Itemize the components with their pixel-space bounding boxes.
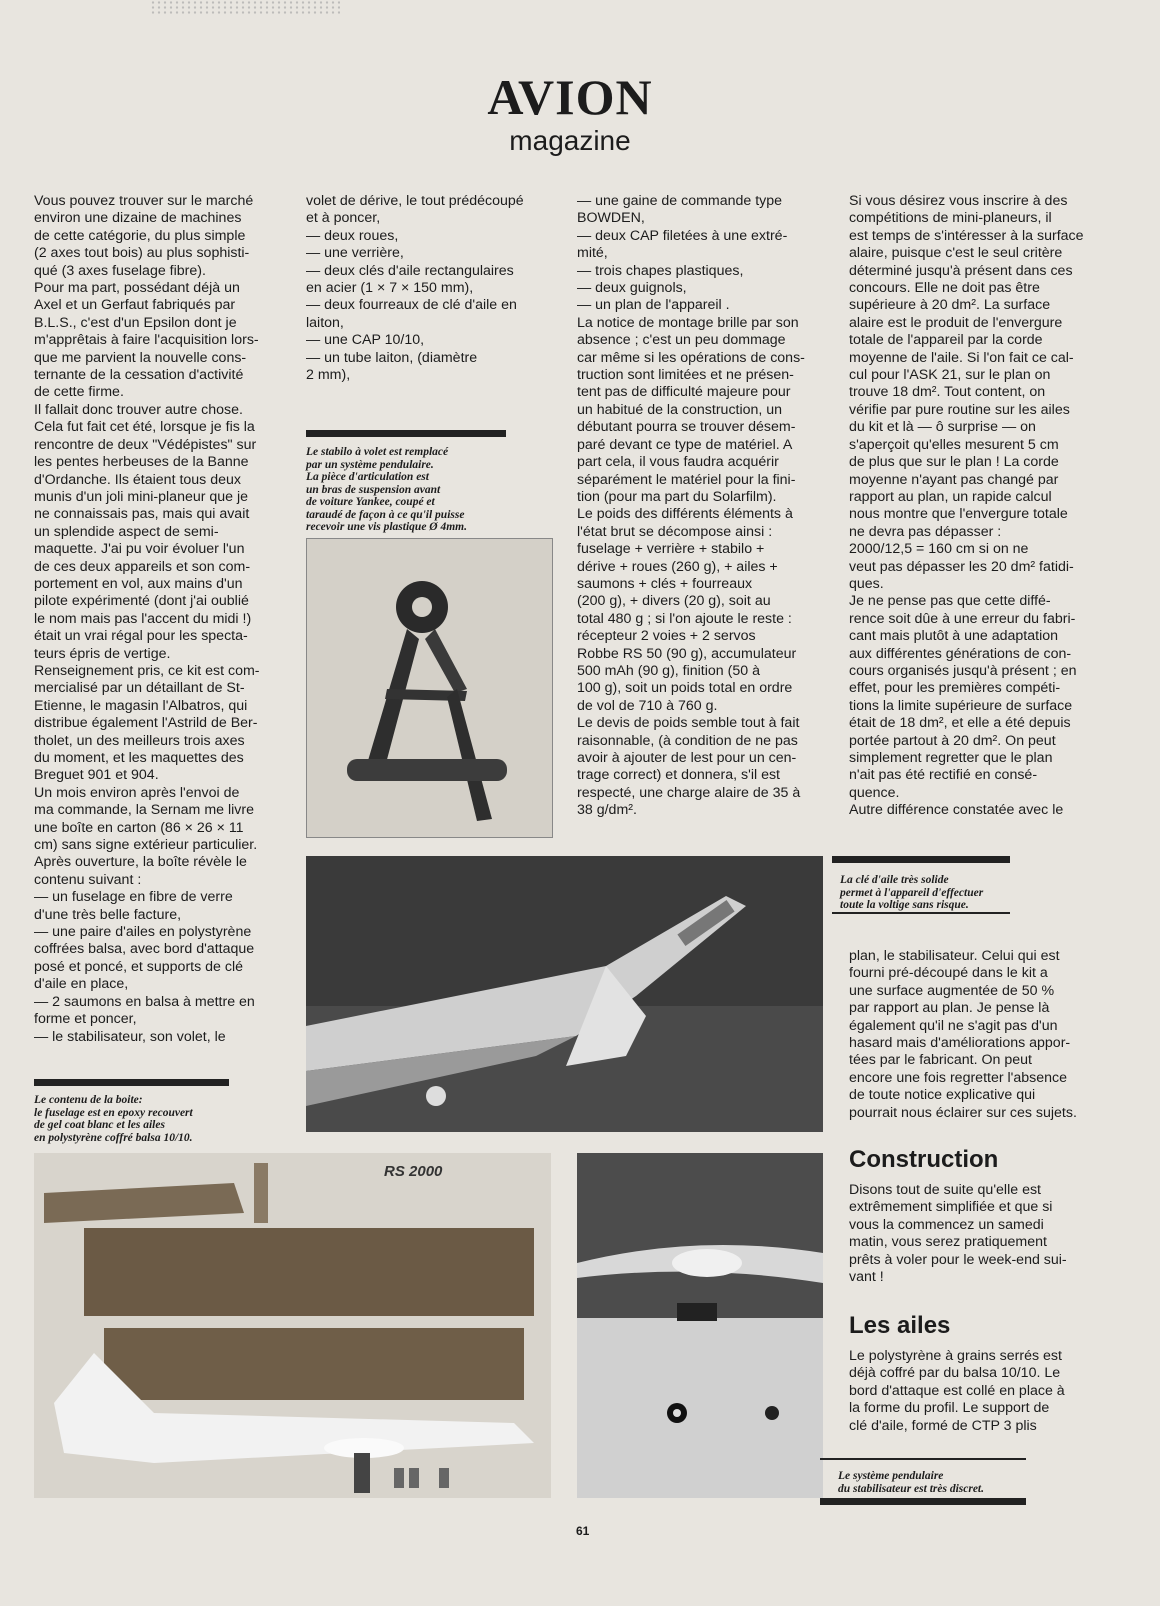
photo-suspension-arm xyxy=(306,538,553,838)
caption-pendulum: Le système pendulaire du stabilisateur est très discret. xyxy=(838,1470,984,1495)
caption-rule-3 xyxy=(34,1079,229,1086)
heading-les-ailes: Les ailes xyxy=(849,1312,951,1339)
box-label: RS 2000 xyxy=(384,1163,443,1180)
photo-pendulum xyxy=(577,1153,823,1498)
construction-text: Disons tout de suite qu'elle est extrêmement simplifiée et que si vous la commencez un samedi matin, vous serez pratiquement prêts à voler pour le week-end sui- vant ! xyxy=(849,1182,1067,1286)
caption-underline xyxy=(832,912,1010,914)
masthead xyxy=(470,70,670,156)
top-edge-dots xyxy=(150,0,340,14)
caption-rule-2 xyxy=(832,856,1010,863)
photo-wing-key xyxy=(306,856,823,1132)
suspension-arm-illustration xyxy=(307,539,552,837)
column-4b-text: plan, le stabilisateur. Celui qui est fourni pré-découpé dans le kit a une surface augmentée de 50 % par rapport au plan. Je pense là également qu'il ne s'agit pas d'un hasard mais d'améliorations appor- tées par le fabricant. On peut encore une fois regretter l'absence de toute notice explicative qui pourrait nous éclairer sur ces sujets. xyxy=(849,948,1077,1121)
column-1-text: Vous pouvez trouver sur le marché environ une dizaine de machines de cette catégorie, du plus simple (2 axes tout bois) au plus sophisti- qué (3 axes fuselage fibre). Pour ma part, possédant déjà un Axel et un Gerfaut fabriqués par B.L.S., c'est d'un Epsilon dont je m'apprêtais à faire l'acquisition lors- que me parvient la nouvelle cons- ternante de la cessation d'activité de cette firme. Il fallait donc trouver autre chose. Cela fut fait cet été, lorsque je fis la rencontre de deux "Védépistes" sur les pentes herbeuses de la Banne d'Ordanche. Ils étaient tous deux munis d'un joli mini-planeur que je ne connaissais pas, mais qui avait un splendide aspect de semi- maquette. J'ai pu voir évoluer l'un de ces deux appareils et son com- portement en vol, aux mains d'un pilote expérimenté (dont j'ai oublié le nom mais pas l'accent du midi !) était un vrai régal pour les specta- teurs épris de vertige. Renseignement pris, ce kit est com- mercialisé par un détaillant de St- Etienne, le magasin l'Albatros, qui distribue également l'Astrild de Ber- tholet, un des meilleurs trois axes du moment, et les maquettes des Breguet 901 et 904. Un mois environ après l'envoi de ma commande, la Sernam me livre une boîte en carton (86 × 26 × 11 cm) sans signe extérieur particulier. Après ouverture, la boîte révèle le contenu suivant : — un fuselage en fibre de verre d'une très belle facture, — une paire d'ailes en polystyrène coffrées balsa, avec bord d'attaque posé et poncé, et supports de clé d'aile en place, — 2 saumons en balsa à mettre en forme et poncer, — le stabilisateur, son volet, le xyxy=(34,193,260,1045)
caption-rule xyxy=(306,430,506,437)
page-number: 61 xyxy=(576,1524,590,1538)
column-2-text: volet de dérive, le tout prédécoupé et à poncer, — deux roues, — une verrière, — deux clés d'aile rectangulaires en acier (1 × 7 × 150 mm), — deux fourreaux de clé d'aile en laiton, — une CAP 10/10, — un tube laiton, (diamètre 2 mm), xyxy=(306,193,524,384)
pendulum-illustration xyxy=(577,1153,823,1498)
box-contents-illustration xyxy=(34,1153,551,1498)
masthead-title: AVION xyxy=(487,69,653,125)
caption-stabilo: Le stabilo à volet est remplacé par un système pendulaire. La pièce d'articulation est un bras de suspension avant de voiture Yankee, coupé et taraudé de façon à ce qu'il puisse recevoir une vis plastique Ø 4mm. xyxy=(306,446,467,533)
les-ailes-text: Le polystyrène à grains serrés est déjà coffré par du balsa 10/10. Le bord d'attaque est collé en place à la forme du profil. Le support de clé d'aile, formé de CTP 3 plis xyxy=(849,1348,1065,1434)
caption-rule-5 xyxy=(820,1498,1026,1505)
masthead-subtitle: magazine xyxy=(509,125,631,156)
column-3-text: — une gaine de commande type BOWDEN, — deux CAP filetées à une extré- mité, — trois chapes plastiques, — deux guignols, — un plan de l'appareil . La notice de montage brille par son absence ; c'est un peu dommage car même si les opérations de cons- truction sont limitées et ne présen- tent pas de difficulté majeure pour un habitué de la construction, un débutant pourra se trouver désem- paré devant ce type de matériel. A part cela, il vous faudra acquérir séparément le matériel pour la fini- tion (pour ma part du Solarfilm). Le poids des différents éléments à l'état brut se décompose ainsi : fuselage + verrière + stabilo + dérive + roues (260 g), + ailes + saumons + clés + fourreaux (200 g), + divers (20 g), soit au total 480 g ; si l'on ajoute le reste : récepteur 2 voies + 2 servos Robbe RS 50 (90 g), accumulateur 500 mAh (90 g), finition (50 à 100 g), soit un poids total en ordre de vol de 710 à 760 g. Le devis de poids semble tout à fait raisonnable, (à condition de ne pas avoir à ajouter de lest pour un cen- trage correct) et donnera, s'il est respecté, une charge alaire de 35 à 38 g/dm². xyxy=(577,193,805,819)
wing-key-illustration xyxy=(306,856,823,1132)
column-4-text: Si vous désirez vous inscrire à des compétitions de mini-planeurs, il est temps de s'intéresser à la surface alaire, puisque c'est le seul critère déterminé jusqu'à présent dans ces concours. Elle ne doit pas être supérieure à 20 dm². La surface alaire est le produit de l'envergure totale de l'appareil par la corde moyenne de l'aile. Si l'on fait ce cal- cul pour l'ASK 21, sur le plan on trouve 18 dm². Tout content, on vérifie par pure routine sur les ailes du kit et là — ô surprise — on s'aperçoit qu'elles mesurent 5 cm de plus que sur le plan ! La corde moyenne n'ayant pas changé par rapport au plan, un rapide calcul nous montre que l'envergure totale ne devra pas dépasser : 2000/12,5 = 160 cm si on ne veut pas dépasser les 20 dm² fatidi- ques. Je ne pense pas que cette diffé- rence soit dûe à une erreur du fabri- cant mais plutôt à une adaptation aux différentes générations de con- cours organisés jusqu'à présent ; en effet, pour les premières compéti- tions la limite supérieure de surface était de 18 dm², et elle a été depuis portée partout à 20 dm². On peut simplement regretter que le plan n'ait pas été rectifié en consé- quence. Autre différence constatée avec le xyxy=(849,193,1084,819)
photo-box-contents xyxy=(34,1153,551,1498)
caption-rule-4 xyxy=(820,1458,1026,1460)
heading-construction: Construction xyxy=(849,1146,999,1173)
caption-box-contents: Le contenu de la boite: le fuselage est en epoxy recouvert de gel coat blanc et les ailes en polystyrène coffré balsa 10/10. xyxy=(34,1094,193,1144)
caption-wing-key: La clé d'aile très solide permet à l'appareil d'effectuer toute la voltige sans risque. xyxy=(840,874,984,911)
